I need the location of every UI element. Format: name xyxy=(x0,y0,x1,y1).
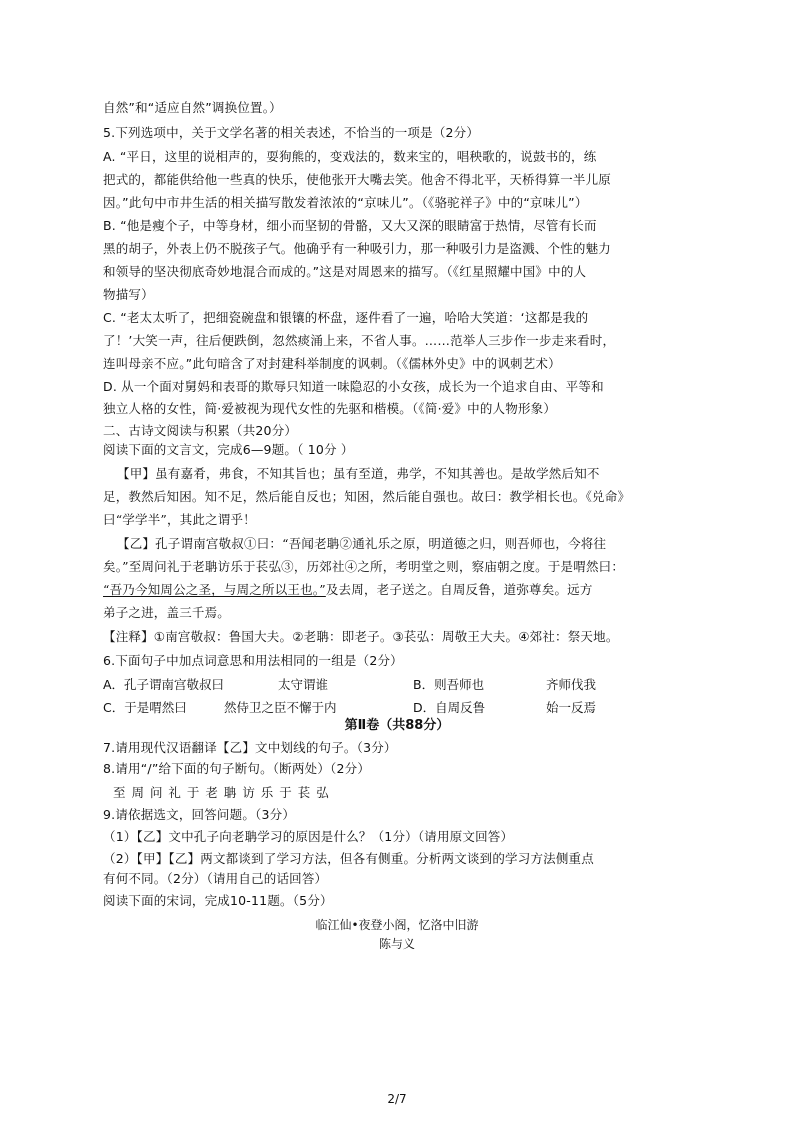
option-6a-second: 太守谓谁 xyxy=(278,677,329,692)
option-6d-second: 始一反焉 xyxy=(546,700,597,715)
section-title: 第Ⅱ卷（共88分） xyxy=(344,718,450,733)
option-5b-line3: 和领导的坚决彻底奇妙地混合而成的。”这是对周恩来的描写。（《红星照耀中国》中的人 xyxy=(103,264,587,279)
sentence-to-punctuate: 至 周 问 礼 于 老 聃 访 乐 于 苌 弘 xyxy=(113,785,330,800)
question-8: 8.请用“/”给下面的句子断句。（断两处）（2分） xyxy=(103,761,371,776)
option-5a-line1: A. “平日，这里的说相声的，耍狗熊的，变戏法的，数来宝的，唱秧歌的，说鼓书的，练 xyxy=(103,149,597,164)
passage-yi-line2: 矣。”至周问礼于老聃访乐于苌弘③，历郊社④之所，考明堂之则，察庙朝之度。于是喟然曰： xyxy=(103,559,625,574)
page-number: 2/7 xyxy=(387,1092,407,1106)
passage-jia-line2: 足，教然后知困。知不足，然后能自反也；知困，然后能自强也。故曰：教学相长也。《兑命》 xyxy=(103,489,631,504)
option-6b-second: 齐师伐我 xyxy=(546,677,597,692)
option-5c-line1: C. “老太太听了，把细瓷碗盘和银镶的杯盘，逐件看了一遍，哈哈大笑道：‘这都是我的 xyxy=(103,310,589,325)
option-6d-first: D．自周反鲁 xyxy=(413,700,486,715)
option-5a-line2: 把式的，都能供给他一些真的快乐，使他张开大嘴去笑。他舍不得北平，天桥得算一半儿原 xyxy=(103,172,612,187)
option-6b-first: B．则吾师也 xyxy=(413,677,485,692)
option-5a-line3: 因。”此句中市井生活的相关描写散发着浓浓的“京味儿”。（《骆驼祥子》中的“京味儿”） xyxy=(103,195,588,210)
option-5d-line2: 独立人格的女性，简·爱被视为现代女性的先驱和楷模。（《简·爱》中的人物形象） xyxy=(103,401,557,416)
option-6c-first: C．于是喟然曰 xyxy=(103,700,187,715)
section-heading: 二、古诗文阅读与积累（共20分） xyxy=(103,423,298,438)
passage-yi-line4: 弟子之进，盖三千焉。 xyxy=(103,605,231,620)
option-6c-second: 然侍卫之臣不懈于内 xyxy=(224,700,337,715)
poem-instruction: 阅读下面的宋词，完成10-11题。（5分） xyxy=(103,893,333,908)
passage-yi-line3-rest: 及去周，老子送之。自周反鲁，道弥尊矣。远方 xyxy=(325,582,593,597)
question-9: 9.请依据选文，回答问题。（3分） xyxy=(103,807,296,822)
option-5b-line1: B. “他是瘦个子，中等身材，细小而坚韧的骨骼，又大又深的眼睛富于热情，尽管有长而 xyxy=(103,218,597,233)
option-5b-line4: 物描写） xyxy=(103,287,154,302)
poem-title: 临江仙•夜登小阁，忆洛中旧游 xyxy=(315,918,479,932)
passage-jia-line3: 曰“学学半”，其此之谓乎！ xyxy=(103,512,256,527)
question-6: 6.下面句子中加点词意思和用法相同的一组是（2分） xyxy=(103,653,403,668)
passage-jia-line1: 【甲】虽有嘉肴，弗食，不知其旨也；虽有至道，弗学，不知其善也。是故学然后知不 xyxy=(117,466,600,481)
poem-author: 陈与义 xyxy=(378,937,415,951)
question-9-2-line1: （2）【甲】【乙】两文都谈到了学习方法，但各有侧重。分析两文谈到的学习方法侧重点 xyxy=(103,851,594,866)
reading-instruction: 阅读下面的文言文，完成6—9题。（ 10分 ） xyxy=(103,442,354,457)
passage-yi-line3 xyxy=(103,582,693,598)
question-5: 5.下列选项中，关于文学名著的相关表述，不恰当的一项是（2分） xyxy=(103,125,480,140)
question-9-1: （1）【乙】文中孔子向老聃学习的原因是什么？（1分）（请用原文回答） xyxy=(103,829,514,844)
question-9-2-line2: 有何不同。（2分）（请用自己的话回答） xyxy=(103,871,328,886)
option-5c-line3: 连叫母亲不应。”此句暗含了对封建科举制度的讽刺。（《儒林外史》中的讽刺艺术） xyxy=(103,356,561,371)
annotations: 【注释】①南宫敬叔：鲁国大夫。②老聃：即老子。③苌弘：周敬王大夫。④郊社：祭天地。 xyxy=(103,629,619,644)
passage-yi-line1: 【乙】孔子谓南宫敬叔①曰：“吾闻老聃②通礼乐之原，明道德之归，则吾师也，今将往 xyxy=(117,536,607,551)
option-5b-line2: 黑的胡子，外表上仍不脱孩子气。他确乎有一种吸引力，那一种吸引力是盗溅、个性的魅力 xyxy=(103,241,612,256)
option-5c-line2: 了！’大笑一声，往后便跌倒，忽然痰涌上来，不省人事。……范举人三步作一步走来看时， xyxy=(103,333,616,348)
question-7: 7.请用现代汉语翻译【乙】文中划线的句子。（3分） xyxy=(103,740,397,755)
option-6a-first: A．孔子谓南宫敬叔曰 xyxy=(103,677,225,692)
underlined-sentence: “吾乃今知周公之圣，与周之所以王也。” xyxy=(103,582,326,597)
text-line: 自然”和“适应自然”调换位置。） xyxy=(103,100,282,115)
option-5d-line1: D. 从一个面对舅妈和表哥的欺辱只知道一味隐忍的小女孩，成长为一个追求自由、平等和 xyxy=(103,379,604,394)
